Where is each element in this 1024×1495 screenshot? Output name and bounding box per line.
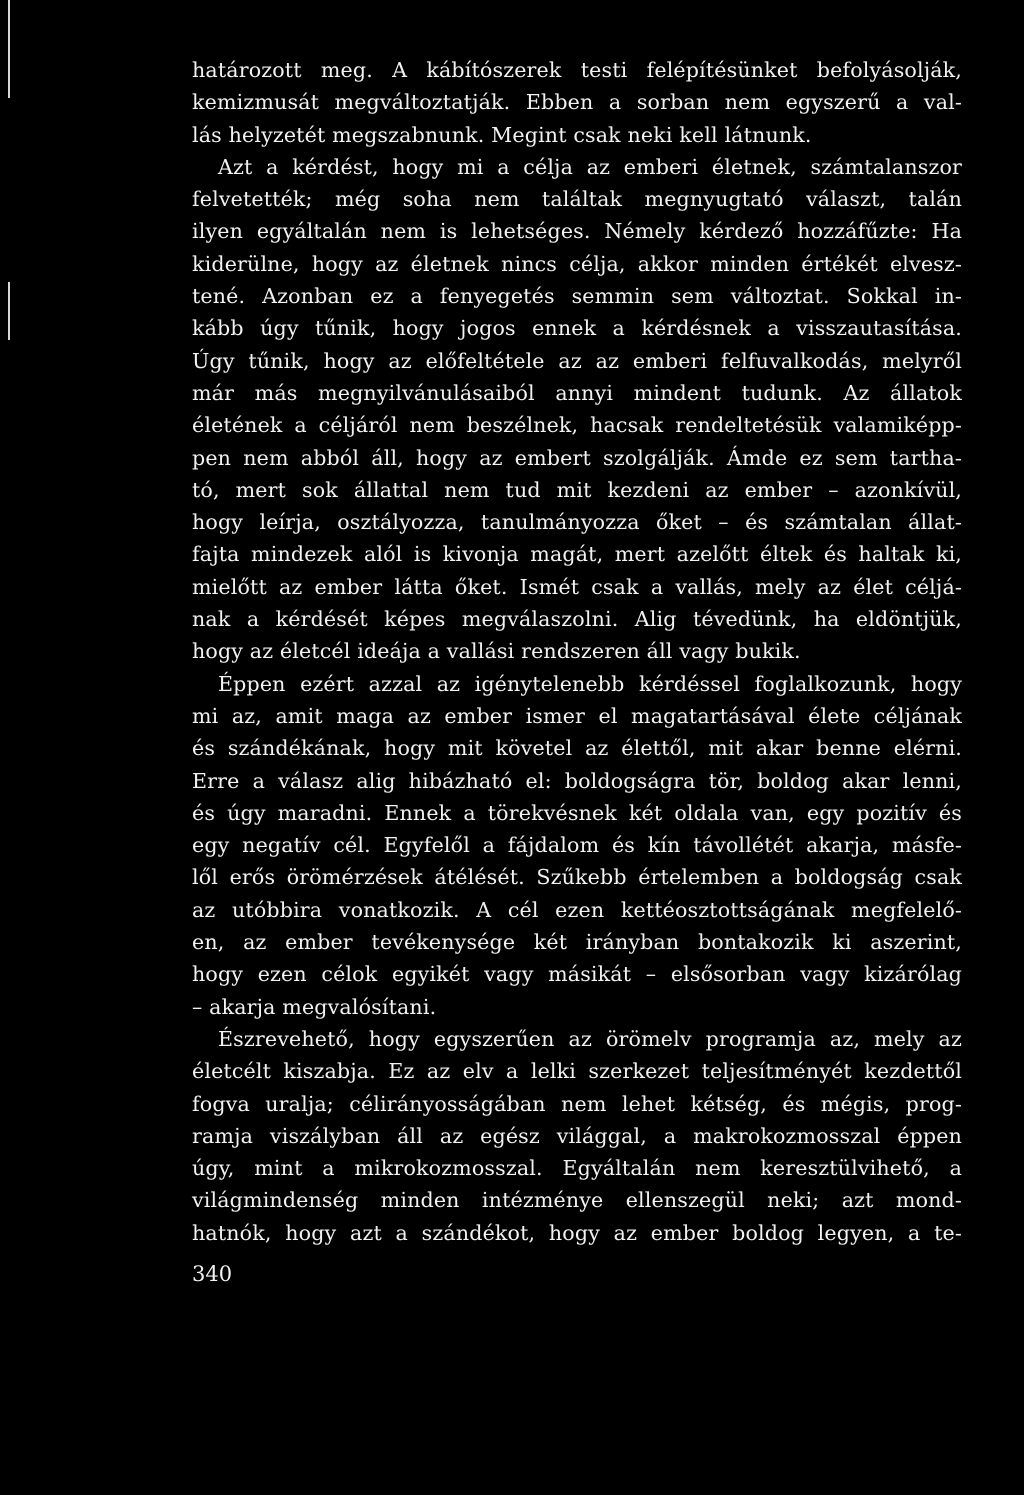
text-line: Úgy tűnik, hogy az előfeltétele az az emberi felfuvalkodás, melyről	[192, 348, 962, 373]
text-line: Éppen ezért azzal az igénytelenebb kérdéssel foglalkozunk, hogy	[218, 671, 962, 696]
scan-edge-line-middle	[8, 282, 10, 340]
text-line: egy negatív cél. Egyfelől a fájdalom és kín távollétét akarja, másfe-	[192, 833, 962, 858]
page-number: 340	[192, 1262, 233, 1286]
text-line: úgy, mint a mikrokozmosszal. Egyáltalán nem keresztülvihető, a	[192, 1156, 962, 1181]
text-line: mi az, amit maga az ember ismer el magatartásával élete céljának	[192, 703, 962, 728]
text-line: ilyen egyáltalán nem is lehetséges. Némely kérdező hozzáfűzte: Ha	[192, 219, 962, 244]
text-line: határozott meg. A kábítószerek testi felépítésünket befolyásolják,	[192, 58, 962, 82]
text-line: pen nem abból áll, hogy az embert szolgálják. Ámde ez sem tartha-	[192, 445, 962, 470]
text-line: mielőtt az ember látta őket. Ismét csak a vallás, mely az élet céljá-	[192, 574, 962, 599]
text-line: az utóbbira vonatkozik. A cél ezen kettéosztottságának megfelelő-	[192, 897, 962, 922]
text-line: lől erős örömérzések átélését. Szűkebb értelemben a boldogság csak	[192, 865, 962, 890]
text-line: már más megnyilvánulásaiból annyi mindent tudunk. Az állatok	[192, 380, 962, 405]
text-line: Azt a kérdést, hogy mi a célja az emberi életnek, számtalanszor	[218, 154, 962, 179]
text-line: és úgy maradni. Ennek a törekvésnek két oldala van, egy pozitív és	[192, 800, 962, 825]
text-line: – akarja megvalósítani.	[192, 994, 437, 1019]
scan-edge-line-top	[8, 0, 10, 98]
text-line: Észrevehető, hogy egyszerűen az örömelv programja az, mely az	[218, 1026, 962, 1051]
text-line: életcélt kiszabja. Ez az elv a lelki szerkezet teljesítményét kezdettől	[192, 1059, 962, 1084]
text-line: és szándékának, hogy mit követel az élettől, mit akar benne elérni.	[192, 736, 962, 761]
text-line: hogy leírja, osztályozza, tanulmányozza őket – és számtalan állat-	[192, 510, 962, 535]
text-line: világmindenség minden intézménye ellenszegül neki; azt mond-	[192, 1188, 962, 1213]
text-line: kább úgy tűnik, hogy jogos ennek a kérdésnek a visszautasítása.	[192, 316, 962, 341]
text-line: hogy ezen célok egyikét vagy másikát – elsősorban vagy kizárólag	[192, 962, 962, 987]
text-line: tené. Azonban ez a fenyegetés semmin sem változtat. Sokkal in-	[192, 284, 962, 309]
text-line: hogy az életcél ideája a vallási rendszeren áll vagy bukik.	[192, 639, 801, 664]
text-line: felvetették; még soha nem találtak megnyugtató választ, talán	[192, 187, 962, 212]
text-line: en, az ember tevékenysége két irányban bontakozik ki aszerint,	[192, 930, 962, 955]
text-line: Erre a válasz alig hibázható el: boldogságra tör, boldog akar lenni,	[192, 768, 962, 793]
body-text	[192, 54, 962, 1249]
text-line: ramja viszályban áll az egész világgal, a makrokozmosszal éppen	[192, 1123, 962, 1148]
text-line: tó, mert sok állattal nem tud mit kezdeni az ember – azonkívül,	[192, 477, 962, 502]
text-line: fajta mindezek alól is kivonja magát, mert azelőtt éltek és haltak ki,	[192, 542, 962, 567]
text-line: életének a céljáról nem beszélnek, hacsak rendeltetésük valamiképp-	[192, 413, 962, 438]
text-line: kiderülne, hogy az életnek nincs célja, akkor minden értékét elvesz-	[192, 251, 962, 276]
text-line: fogva uralja; célirányosságában nem lehet kétség, és mégis, prog-	[192, 1091, 962, 1116]
text-line: hatnók, hogy azt a szándékot, hogy az ember boldog legyen, a te-	[192, 1220, 962, 1245]
text-line: nak a kérdését képes megválaszolni. Alig tévedünk, ha eldöntjük,	[192, 607, 962, 632]
text-line: kemizmusát megváltoztatják. Ebben a sorban nem egyszerű a val-	[192, 90, 962, 115]
text-line: lás helyzetét megszabnunk. Megint csak neki kell látnunk.	[192, 122, 812, 147]
